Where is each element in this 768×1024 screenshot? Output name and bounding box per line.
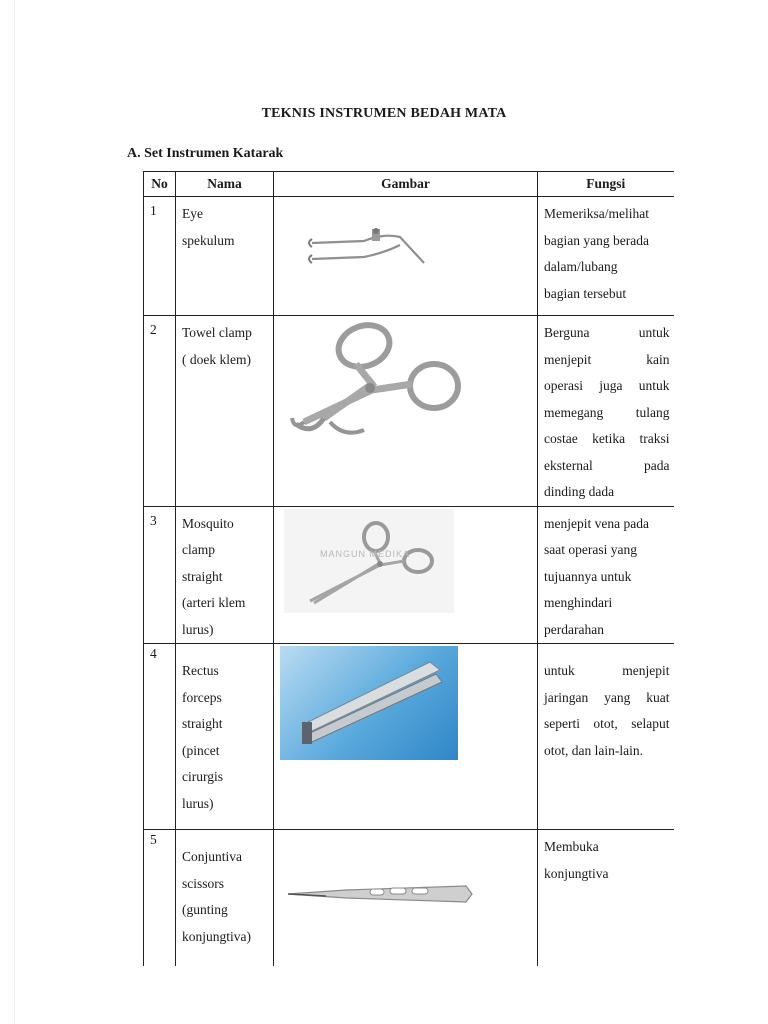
function-line: operasi juga untuk <box>544 378 670 393</box>
instrument-table <box>143 171 674 966</box>
table-row <box>144 197 674 316</box>
name-line: (pincet <box>182 742 220 758</box>
function-line: otot, dan lain-lain. <box>544 742 643 758</box>
header-no: No <box>144 172 176 197</box>
table-header-row <box>144 172 674 197</box>
name-line: Rectus <box>182 663 219 678</box>
name-line: clamp <box>182 542 215 557</box>
instrument-image-cell <box>274 316 538 507</box>
eye-speculum-icon <box>304 223 428 279</box>
name-line: (arteri klem <box>182 595 246 610</box>
instrument-function <box>538 644 674 830</box>
function-line: dinding dada <box>544 484 615 499</box>
function-line: bagian yang berada <box>544 232 649 248</box>
function-line: seperti otot, selaput <box>544 716 670 731</box>
function-line: Berguna untuk <box>544 325 670 340</box>
section-title: A. Set Instrumen Katarak <box>127 146 284 161</box>
function-line: untuk menjepit <box>544 663 670 678</box>
function-line: dalam/lubang <box>544 259 618 274</box>
row-number: 3 <box>144 506 176 644</box>
instrument-name <box>176 316 274 507</box>
function-line: jaringan yang kuat <box>544 689 670 705</box>
name-line: lurus) <box>182 795 214 811</box>
name-line: lurus) <box>182 621 214 637</box>
function-line: konjungtiva <box>544 865 609 881</box>
function-line: tujuannya untuk <box>544 568 632 584</box>
instrument-name <box>176 506 274 644</box>
name-line: konjungtiva) <box>182 928 251 944</box>
name-line: spekulum <box>182 232 235 248</box>
row-number: 5 <box>144 830 176 966</box>
row-number: 2 <box>144 316 176 507</box>
instrument-name <box>176 830 274 966</box>
instrument-image-cell <box>274 506 538 644</box>
function-line: menjepit kain <box>544 351 670 367</box>
row-number: 4 <box>144 644 176 830</box>
name-line: straight <box>182 716 223 731</box>
instrument-function <box>538 197 674 316</box>
page-edge <box>14 0 15 1024</box>
function-line: menjepit vena pada <box>544 515 649 531</box>
table-row <box>144 830 674 966</box>
conjunctiva-scissors-icon <box>286 876 476 914</box>
function-line: bagian tersebut <box>544 285 627 301</box>
towel-clamp-icon <box>284 318 464 450</box>
name-line: Eye <box>182 206 203 221</box>
instrument-function <box>538 316 674 507</box>
table-row <box>144 316 674 507</box>
function-line: memegang tulang <box>544 404 670 420</box>
name-line: ( doek klem) <box>182 351 251 367</box>
function-line: Memeriksa/melihat <box>544 206 649 221</box>
header-function: Fungsi <box>538 172 674 197</box>
instrument-image-cell <box>274 644 538 830</box>
function-line: perdarahan <box>544 621 604 637</box>
mosquito-clamp-icon <box>284 509 454 613</box>
instrument-function <box>538 506 674 644</box>
rectus-forceps-icon <box>280 646 458 760</box>
function-line: Membuka <box>544 839 599 854</box>
name-line: Conjuntiva <box>182 849 242 864</box>
name-line: Mosquito <box>182 515 234 531</box>
header-name: Nama <box>176 172 274 197</box>
function-line: menghindari <box>544 595 613 610</box>
header-image: Gambar <box>274 172 538 197</box>
function-line: costae ketika traksi <box>544 431 670 446</box>
function-line: saat operasi yang <box>544 542 637 557</box>
table-row <box>144 506 674 644</box>
instrument-image-cell <box>274 197 538 316</box>
function-line: eksternal pada <box>544 457 670 473</box>
name-line: (gunting <box>182 902 228 917</box>
row-number: 1 <box>144 197 176 316</box>
name-line: Towel clamp <box>182 325 252 340</box>
instrument-image-cell <box>274 830 538 966</box>
name-line: scissors <box>182 875 225 891</box>
instrument-function <box>538 830 674 966</box>
table-row <box>144 644 674 830</box>
name-line: forceps <box>182 689 222 705</box>
instrument-name <box>176 197 274 316</box>
image-watermark: MANGUN MEDIKA <box>320 548 411 559</box>
instrument-name <box>176 644 274 830</box>
name-line: straight <box>182 568 223 584</box>
name-line: cirurgis <box>182 769 223 784</box>
document-title: TEKNIS INSTRUMEN BEDAH MATA <box>261 106 507 121</box>
